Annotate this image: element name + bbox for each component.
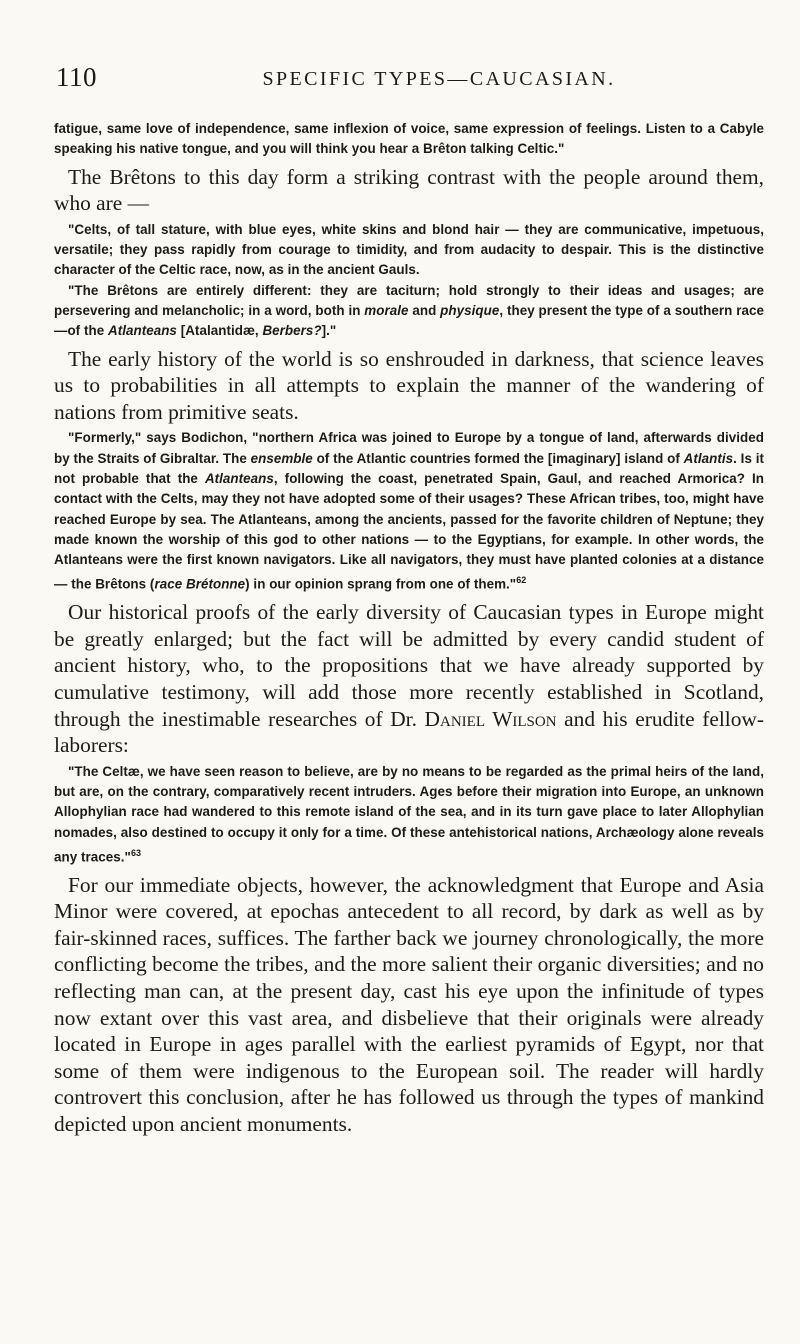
quote-continued: fatigue, same love of independence, same inflexion of voice, same expression of feelings. Listen to a Cabyle speaking his native tongue, and you will think you hear a Brêton talking Celtic." <box>54 121 764 157</box>
footnote-ref-63: 63 <box>130 847 142 858</box>
running-head: SPECIFIC TYPES—CAUCASIAN. <box>262 68 616 90</box>
quote-wilson: "The Celtæ, we have seen reason to believe, are by no means to be regarded as the primal heirs of the land, but are, on the contrary, comparatively recent intruders. Ages before their migration into Europe, an unknown Allophylian race had wandered to this remote island of the sea, and in its turn gave place to later Allophylian nomades, also destined to occupy it only for a time. Of these antehistorical nations, Archæology alone reveals any traces."$^{63}$ <box>54 763 764 865</box>
paragraph-bretons-contrast: The Brêtons to this day form a striking contrast with the people around them, who are — <box>54 164 764 216</box>
quote-celts: "Celts, of tall stature, with blue eyes, white skins and blond hair — they are communicative, impetuous, versatile; they pass rapidly from courage to timidity, and from audacity to despair. This is the distinctive character of the Celtic race, now, as in the ancient Gauls. <box>54 221 764 278</box>
paragraph-historical-proofs: Our historical proofs of the early diversity of Caucasian types in Europe might be greatly enlarged; but the fact will be admitted by every candid student of ancient history, who, to the propositions that we have already supported by cumulative testimony, will add those more recently established in Scotland, through the inestimable researches of Dr. Daniel Wilson and his erudite fellow-laborers: <box>54 600 764 758</box>
page-header <box>54 62 764 96</box>
quote-bodichon: "Formerly," says Bodichon, "northern Africa was joined to Europe by a tongue of land, afterwards divided by the Straits of Gibraltar. The ensemble of the Atlantic countries formed the [imaginary] island of Atlantis. Is it not probable that the Atlanteans, following the coast, penetrated Spain, Gaul, and reached Armorica? In contact with the Celts, may they not have adopted some of their usages? These African tribes, too, might have reached Europe by sea. The Atlanteans, among the ancients, passed for the favorite children of Neptune; they made known the worship of this god to other nations — to the Egyptians, for example. In other words, the Atlanteans were the first known navigators. Like all navigators, they must have planted colonies at a distance — the Brêtons (race Brétonne) in our opinion sprang from one of them."$^{62}$ <box>54 430 764 592</box>
footnote-ref-62: 62 <box>516 575 527 586</box>
author-name: Daniel Wilson <box>424 706 557 731</box>
paragraph-immediate-objects: For our immediate objects, however, the acknowledgment that Europe and Asia Minor were covered, at epochas antecedent to all record, by dark as well as by fair-skinned races, suffices. The farther back we journey chronologically, the more conflicting become the tribes, and the more salient their organic diversities; and no reflecting man can, at the present day, cast his eye upon the infinitude of types now extant over this vast area, and disbelieve that their originals were already located in Europe in ages parallel with the earliest pyramids of Egypt, nor that some of them were indigenous to the European soil. The reader will hardly controvert this conclusion, after he has followed us through the types of mankind depicted upon ancient monuments. <box>54 872 764 1137</box>
page-number: 110 <box>56 62 97 92</box>
quote-bretons: "The Brêtons are entirely different: they are taciturn; hold strongly to their ideas and usages; are persevering and melancholic; in a word, both in morale and physique, they present the type of a southern race—of the Atlanteans [Atalantidæ, Berbers?]." <box>54 282 764 339</box>
paragraph-early-history: The early history of the world is so enshrouded in darkness, that science leaves us to probabilities in all attempts to explain the manner of the wandering of nations from primitive seats. <box>54 346 764 424</box>
